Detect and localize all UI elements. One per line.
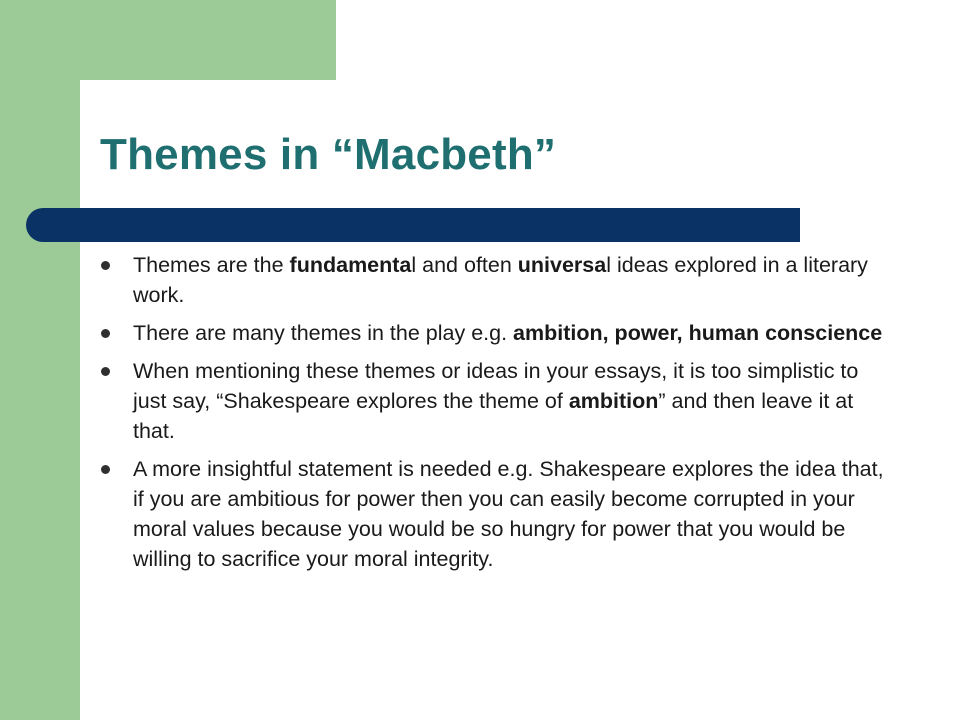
bullet-item-definition xyxy=(96,250,896,310)
bullet-text: When mentioning these themes or ideas in your essays, it is too simplistic to just say, “Shakespeare explores the theme of xyxy=(133,359,859,413)
bold-term-universal: universa xyxy=(517,253,607,277)
slide-body xyxy=(96,250,896,582)
bold-term-ambition: ambition xyxy=(568,389,659,413)
bold-term-themes: ambition, power, human conscience xyxy=(513,321,883,345)
bullet-text: l ideas explored in a literary work. xyxy=(133,253,868,307)
bullet-item-simplistic xyxy=(96,356,896,446)
bullet-list xyxy=(96,250,896,574)
bullet-item-examples xyxy=(96,318,896,348)
bullet-text: Themes are the xyxy=(133,253,290,277)
bullet-dot-icon xyxy=(101,465,110,474)
green-sidebar xyxy=(0,0,80,720)
bullet-text: There are many themes in the play e.g. xyxy=(133,321,514,345)
bullet-text: A more insightful statement is needed e.g. Shakespeare explores the idea that, if you are ambitious for power then you can easily become corrupted in your moral values because you would be so hungry for power that you would be willing to sacrifice your moral integrity. xyxy=(133,457,884,571)
bullet-text: ” and then leave it at that. xyxy=(133,389,854,443)
title-underline-bar xyxy=(26,208,800,242)
slide-title: Themes in “Macbeth” xyxy=(100,130,557,179)
bullet-dot-icon xyxy=(101,367,110,376)
bold-term-fundamental: fundamenta xyxy=(289,253,412,277)
bullet-dot-icon xyxy=(101,329,110,338)
bullet-item-insightful xyxy=(96,454,896,574)
bullet-text: l and often xyxy=(411,253,518,277)
bullet-dot-icon xyxy=(101,261,110,270)
